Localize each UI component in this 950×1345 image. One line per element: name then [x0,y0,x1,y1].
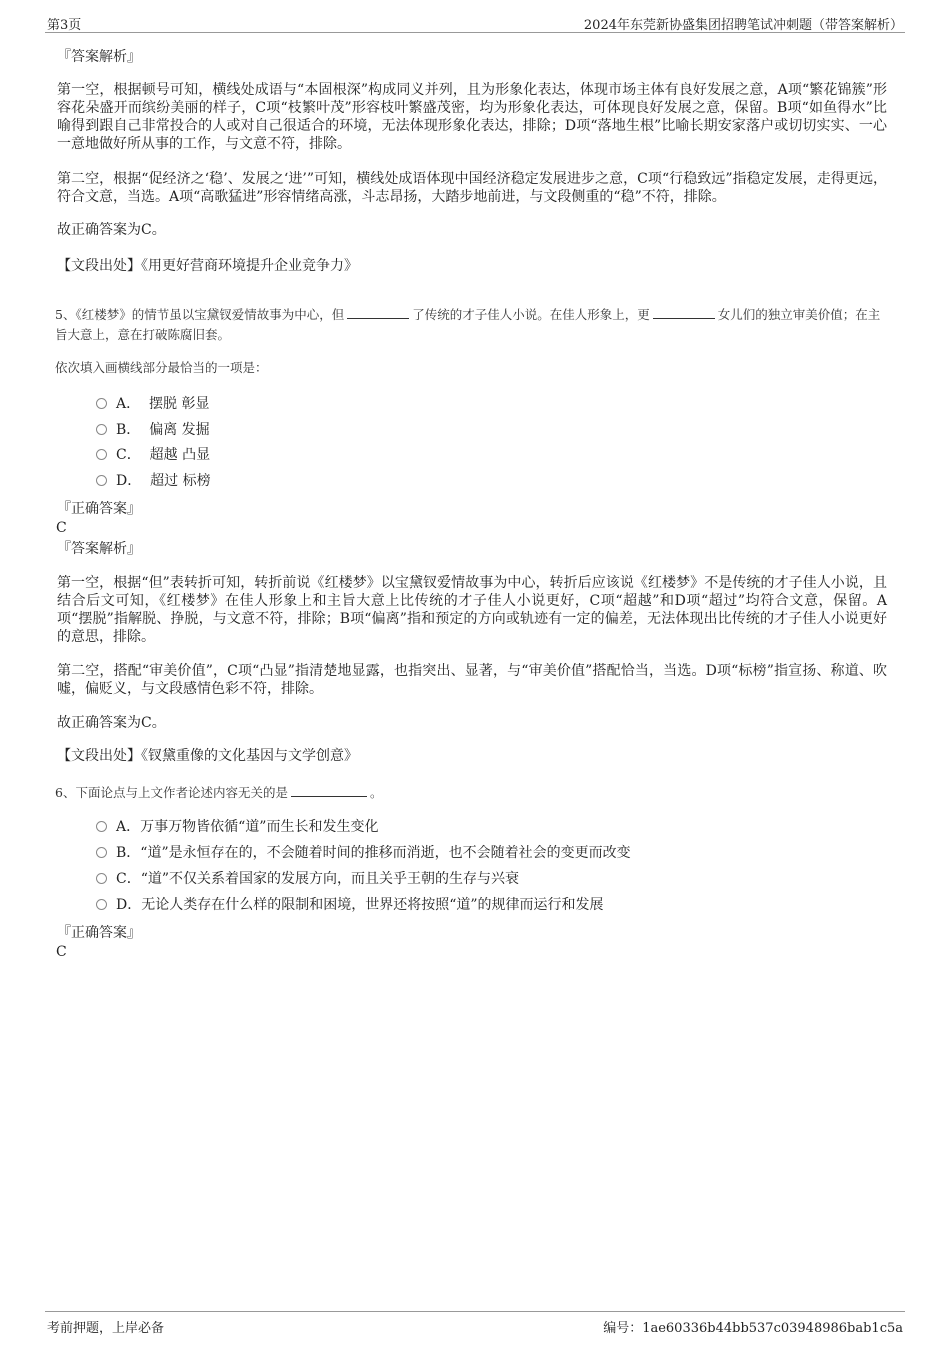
q6-correct-label: 『正确答案』 [57,925,141,941]
footer-slogan: 考前押题，上岸必备 [47,1321,165,1336]
option-text: 超越 凸显 [149,447,211,463]
option-text: “道”不仅关系着国家的发展方向，而且关乎王朝的生存与兴衰 [140,871,520,887]
q5-source: 【文段出处】《钗黛重像的文化基因与文学创意》 [57,748,358,764]
page-number: 第3页 [47,18,82,33]
q6-stem-text: 6、下面论点与上文作者论述内容无关的是 [55,785,288,800]
q6-option-c[interactable] [96,870,519,888]
option-letter: C． [116,871,141,887]
q6-correct-answer: C [56,944,67,960]
option-letter: B． [116,845,141,861]
radio-icon[interactable] [96,821,107,832]
option-letter: B． [116,422,141,438]
q5-option-d[interactable] [96,472,211,490]
q6-option-b[interactable] [96,844,631,862]
radio-icon[interactable] [96,899,107,910]
document-serial: 编号：1ae60336b44bb537c03948986bab1c5a [603,1321,903,1336]
q6-option-a[interactable] [96,818,378,836]
q5-stem-part2: 了传统的才子佳人小说。在佳人形象上，更 [412,307,650,322]
q4-conclusion: 故正确答案为C。 [57,222,166,238]
q5-option-b[interactable] [96,421,210,439]
option-letter: C． [116,447,141,463]
radio-icon[interactable] [96,398,107,409]
q6-blank [291,784,367,797]
option-letter: A． [116,819,141,835]
q5-option-c[interactable] [96,446,210,464]
q4-source: 【文段出处】《用更好营商环境提升企业竞争力》 [57,258,358,274]
q5-stem-part3: 女儿们的独立审美价值；在主旨大意上，意在打破陈腐旧套。 [55,307,881,342]
q5-blank-1 [347,306,409,319]
radio-icon[interactable] [96,475,107,486]
q5-correct-answer: C [56,520,67,536]
q4-analysis-para1: 第一空，根据顿号可知，横线处成语与“本固根深”构成同义并列，且为形象化表达，体现市场主体有良好发展之意，A项“繁花锦簇”形容花朵盛开而缤纷美丽的样子，C项“枝繁叶茂”形容枝叶繁盛茂密，均为形象化表达，可体现良好发展之意，保留。B项“如鱼得水”比喻得到跟自己非常投合的人或对自己很适合的环境，无法体现形象化表达，排除；D项“落地生根”比喻长期安家落户或切切实实、一心一意地做好所从事的工作，与文意不符，排除。 [57,82,887,152]
radio-icon[interactable] [96,424,107,435]
q5-blank-2 [653,306,715,319]
q6-stem [55,783,885,803]
q4-analysis-para2: 第二空，根据“促经济之‘稳’、发展之‘进’”可知，横线处成语体现中国经济稳定发展进步之意，C项“行稳致远”指稳定发展，走得更远，符合文意，当选。A项“高歌猛进”形容情绪高涨，斗志昂扬，大踏步地前进，与文段侧重的“稳”不符，排除。 [57,171,887,205]
q6-stem-end: 。 [369,785,383,800]
option-letter: A． [116,396,141,412]
page-footer [45,1311,905,1334]
q5-correct-label: 『正确答案』 [57,501,141,517]
q5-stem [55,305,890,345]
radio-icon[interactable] [96,873,107,884]
q6-option-d[interactable] [96,896,604,914]
q5-analysis-para2: 第二空，搭配“审美价值”，C项“凸显”指清楚地显露，也指突出、显著，与“审美价值”搭配恰当，当选。D项“标榜”指宣扬、称道、吹嘘，偏贬义，与文段感情色彩不符，排除。 [57,663,887,697]
q5-analysis-para1: 第一空，根据“但”表转折可知，转折前说《红楼梦》以宝黛钗爱情故事为中心，转折后应该说《红楼梦》不是传统的才子佳人小说，且结合后文可知，《红楼梦》在佳人形象上和主旨大意上比传统的才子佳人小说更好，C项“超越”和D项“超过”均符合文意，保留。A项“摆脱”指解脱、挣脱，与文意不符，排除；B项“偏离”指和预定的方向或轨迹有一定的偏差，无法体现出比传统的才子佳人小说更好的意思，排除。 [57,575,887,645]
option-letter: D． [116,897,142,913]
q5-analysis-label: 『答案解析』 [57,541,141,557]
radio-icon[interactable] [96,449,107,460]
q5-stem-part1: 5、《红楼梦》的情节虽以宝黛钗爱情故事为中心，但 [55,307,345,322]
option-text: 偏离 发掘 [149,422,210,438]
option-text: 万事万物皆依循“道”而生长和发生变化 [140,819,379,835]
q5-option-a[interactable] [96,395,209,413]
q5-conclusion: 故正确答案为C。 [57,715,166,731]
option-letter: D． [116,473,142,489]
q5-instruction: 依次填入画横线部分最恰当的一项是： [55,360,268,375]
page-header [45,10,905,33]
option-text: 无论人类存在什么样的限制和困境，世界还将按照“道”的规律而运行和发展 [141,897,604,913]
option-text: 摆脱 彰显 [149,396,210,412]
document-title: 2024年东莞新协盛集团招聘笔试冲刺题（带答案解析） [583,18,903,33]
radio-icon[interactable] [96,847,107,858]
option-text: “道”是永恒存在的，不会随着时间的推移而消逝，也不会随着社会的变更而改变 [140,845,631,861]
q4-analysis-label: 『答案解析』 [57,49,141,65]
option-text: 超过 标榜 [150,473,211,489]
